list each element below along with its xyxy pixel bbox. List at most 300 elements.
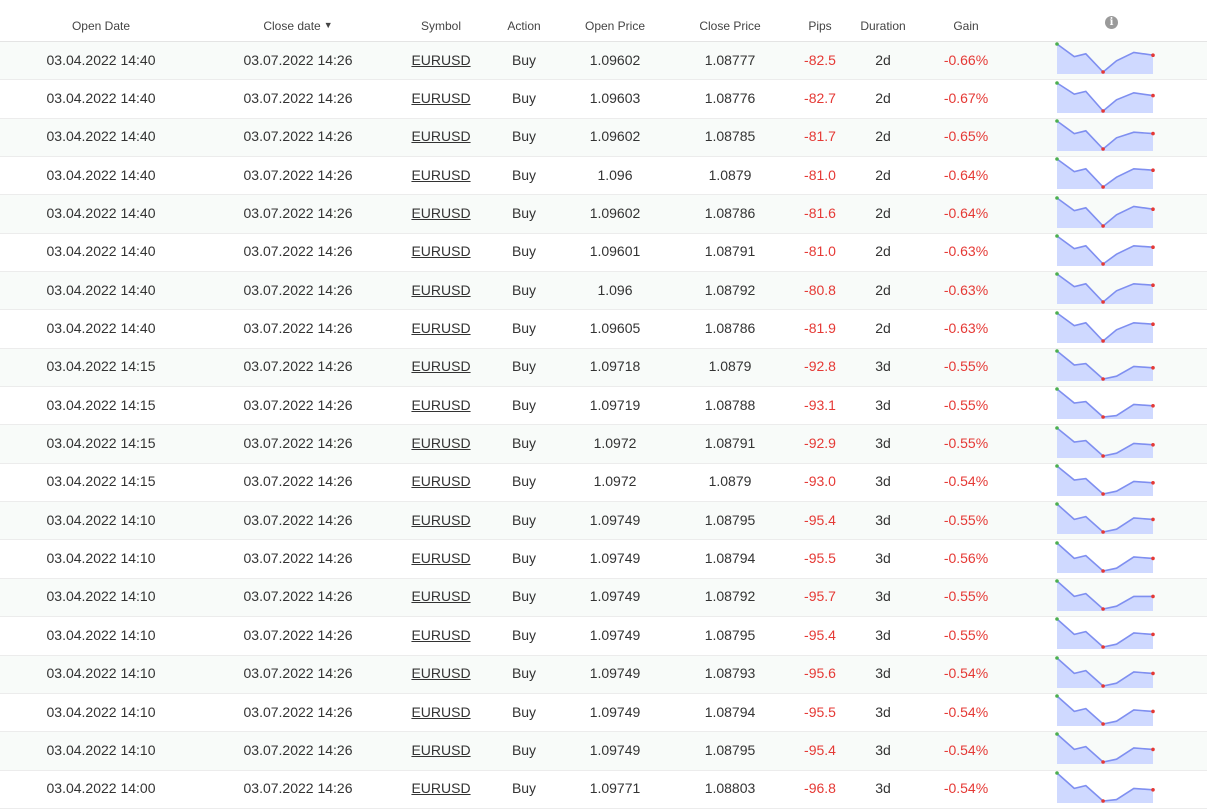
sparkline-chart — [1055, 234, 1155, 266]
sparkline-end-dot — [1151, 322, 1155, 326]
cell-open-price: 1.09749 — [589, 741, 641, 758]
cell-open-date: 03.04.2022 14:10 — [46, 511, 156, 528]
cell-action: Buy — [511, 396, 537, 413]
cell-duration: 3d — [875, 435, 891, 452]
sparkline-start-dot — [1055, 541, 1059, 545]
sparkline-chart — [1055, 196, 1155, 228]
cell-sparkline[interactable] — [1016, 771, 1207, 806]
sparkline-start-dot — [1055, 733, 1059, 737]
sparkline-start-dot — [1055, 502, 1059, 506]
header-gain[interactable]: Gain — [953, 18, 979, 33]
cell-pips: -92.9 — [804, 435, 836, 452]
cell-sparkline[interactable] — [1016, 541, 1207, 576]
cell-symbol — [394, 780, 488, 796]
table-row[interactable] — [0, 80, 1207, 118]
cell-open-price: 1.09718 — [589, 358, 641, 375]
cell-close-price: 1.08785 — [704, 128, 756, 145]
cell-open-date: 03.04.2022 14:10 — [46, 665, 156, 682]
cell-action: Buy — [511, 243, 537, 260]
symbol-link[interactable]: EURUSD — [411, 626, 471, 643]
sparkline-start-dot — [1055, 426, 1059, 430]
cell-action: Buy — [511, 703, 537, 720]
cell-duration: 3d — [875, 396, 891, 413]
cell-close-date: 03.07.2022 14:26 — [243, 51, 353, 68]
sparkline-end-dot — [1151, 556, 1155, 560]
cell-pips: -92.8 — [804, 358, 836, 375]
symbol-link[interactable]: EURUSD — [411, 396, 471, 413]
cell-open-date: 03.04.2022 14:40 — [46, 320, 156, 337]
cell-close-price: 1.08792 — [704, 588, 756, 605]
cell-gain: -0.54% — [943, 741, 989, 758]
cell-pips: -82.5 — [804, 51, 836, 68]
sparkline-start-dot — [1055, 234, 1059, 238]
sparkline-area — [1057, 159, 1153, 189]
cell-open-date: 03.04.2022 14:15 — [46, 358, 156, 375]
cell-gain: -0.54% — [943, 703, 989, 720]
sparkline-low-dot — [1101, 646, 1105, 650]
table-row[interactable] — [0, 157, 1207, 195]
sparkline-low-dot — [1101, 224, 1105, 228]
symbol-link[interactable]: EURUSD — [411, 550, 471, 567]
cell-pips: -96.8 — [804, 780, 836, 797]
cell-gain: -0.55% — [943, 588, 989, 605]
cell-open-price: 1.096 — [597, 281, 633, 298]
cell-open-price: 1.0972 — [593, 435, 637, 452]
cell-sparkline[interactable] — [1016, 119, 1207, 154]
sparkline-low-dot — [1101, 530, 1105, 534]
sparkline-chart — [1055, 656, 1155, 688]
cell-pips: -81.0 — [804, 166, 836, 183]
cell-close-price: 1.08795 — [704, 741, 756, 758]
cell-close-date: 03.07.2022 14:26 — [243, 588, 353, 605]
cell-sparkline[interactable] — [1016, 426, 1207, 461]
cell-close-price: 1.08776 — [704, 90, 756, 107]
header-open-date[interactable]: Open Date — [71, 18, 131, 33]
cell-pips: -95.7 — [804, 588, 836, 605]
cell-action: Buy — [511, 320, 537, 337]
cell-gain: -0.55% — [943, 626, 989, 643]
table-row[interactable] — [0, 771, 1207, 809]
cell-action: Buy — [511, 281, 537, 298]
cell-sparkline[interactable] — [1016, 579, 1207, 614]
cell-action: Buy — [511, 435, 537, 452]
sparkline-low-dot — [1101, 761, 1105, 765]
symbol-link[interactable]: EURUSD — [411, 281, 471, 298]
sparkline-low-dot — [1101, 185, 1105, 189]
cell-duration: 3d — [875, 511, 891, 528]
header-pips[interactable]: Pips — [808, 18, 832, 33]
cell-open-date: 03.04.2022 14:40 — [46, 243, 156, 260]
cell-pips: -95.6 — [804, 665, 836, 682]
cell-duration: 2d — [875, 320, 891, 337]
cell-gain: -0.64% — [943, 166, 989, 183]
cell-close-date: 03.07.2022 14:26 — [243, 741, 353, 758]
cell-close-price: 1.08794 — [704, 703, 756, 720]
sparkline-start-dot — [1055, 42, 1059, 46]
symbol-link[interactable]: EURUSD — [411, 435, 471, 452]
cell-open-price: 1.09771 — [589, 780, 641, 797]
header-duration[interactable]: Duration — [860, 18, 906, 33]
cell-close-price: 1.08793 — [704, 665, 756, 682]
sparkline-chart — [1055, 119, 1155, 151]
sparkline-end-dot — [1151, 710, 1155, 714]
table-row[interactable] — [0, 732, 1207, 770]
sparkline-low-dot — [1101, 262, 1105, 266]
sparkline-end-dot — [1151, 245, 1155, 249]
cell-symbol — [394, 512, 488, 528]
info-icon[interactable]: i — [1105, 16, 1118, 29]
cell-sparkline[interactable] — [1016, 694, 1207, 729]
cell-open-date: 03.04.2022 14:00 — [46, 780, 156, 797]
cell-open-price: 1.09749 — [589, 588, 641, 605]
cell-open-price: 1.09719 — [589, 396, 641, 413]
cell-action: Buy — [511, 205, 537, 222]
sparkline-end-dot — [1151, 518, 1155, 522]
cell-close-date: 03.07.2022 14:26 — [243, 205, 353, 222]
symbol-link[interactable]: EURUSD — [411, 588, 471, 605]
cell-open-date: 03.04.2022 14:10 — [46, 550, 156, 567]
cell-sparkline[interactable] — [1016, 311, 1207, 346]
cell-sparkline[interactable] — [1016, 81, 1207, 116]
cell-gain: -0.54% — [943, 780, 989, 797]
sparkline-chart — [1055, 771, 1155, 803]
sparkline-chart — [1055, 617, 1155, 649]
cell-action: Buy — [511, 358, 537, 375]
table-row[interactable] — [0, 349, 1207, 387]
cell-close-price: 1.0879 — [708, 358, 752, 375]
sparkline-start-dot — [1055, 196, 1059, 200]
cell-sparkline[interactable] — [1016, 272, 1207, 307]
sparkline-low-dot — [1101, 799, 1105, 803]
sparkline-start-dot — [1055, 157, 1059, 161]
cell-sparkline[interactable] — [1016, 656, 1207, 691]
table-row[interactable] — [0, 42, 1207, 80]
cell-symbol — [394, 550, 488, 566]
sparkline-end-dot — [1151, 404, 1155, 408]
cell-gain: -0.54% — [943, 473, 989, 490]
cell-duration: 2d — [875, 128, 891, 145]
symbol-link[interactable]: EURUSD — [411, 243, 471, 260]
cell-pips: -82.7 — [804, 90, 836, 107]
cell-gain: -0.55% — [943, 435, 989, 452]
cell-gain: -0.63% — [943, 320, 989, 337]
sparkline-start-dot — [1055, 464, 1059, 468]
cell-symbol — [394, 435, 488, 451]
cell-close-date: 03.07.2022 14:26 — [243, 90, 353, 107]
cell-action: Buy — [511, 166, 537, 183]
cell-close-date: 03.07.2022 14:26 — [243, 281, 353, 298]
cell-gain: -0.64% — [943, 205, 989, 222]
cell-close-date: 03.07.2022 14:26 — [243, 243, 353, 260]
cell-gain: -0.63% — [943, 243, 989, 260]
cell-pips: -80.8 — [804, 281, 836, 298]
sparkline-chart — [1055, 81, 1155, 113]
cell-symbol — [394, 473, 488, 489]
cell-duration: 3d — [875, 588, 891, 605]
header-action[interactable]: Action — [507, 18, 541, 33]
sparkline-chart — [1055, 694, 1155, 726]
cell-open-date: 03.04.2022 14:40 — [46, 51, 156, 68]
sparkline-start-dot — [1055, 771, 1059, 775]
cell-action: Buy — [511, 665, 537, 682]
sort-desc-icon: ▼ — [323, 19, 333, 30]
cell-pips: -95.4 — [804, 626, 836, 643]
cell-duration: 3d — [875, 358, 891, 375]
sparkline-end-dot — [1151, 481, 1155, 485]
cell-open-date: 03.04.2022 14:40 — [46, 281, 156, 298]
symbol-link[interactable]: EURUSD — [411, 358, 471, 375]
sparkline-end-dot — [1151, 366, 1155, 370]
sparkline-end-dot — [1151, 284, 1155, 288]
cell-action: Buy — [511, 511, 537, 528]
cell-sparkline[interactable] — [1016, 42, 1207, 77]
cell-close-price: 1.08791 — [704, 243, 756, 260]
symbol-link[interactable]: EURUSD — [411, 780, 471, 797]
sparkline-low-dot — [1101, 70, 1105, 74]
cell-pips: -81.0 — [804, 243, 836, 260]
cell-symbol — [394, 243, 488, 259]
cell-open-price: 1.09601 — [589, 243, 641, 260]
header-open-price[interactable]: Open Price — [584, 18, 646, 33]
table-row[interactable] — [0, 694, 1207, 732]
symbol-link[interactable]: EURUSD — [411, 51, 471, 68]
cell-close-date: 03.07.2022 14:26 — [243, 703, 353, 720]
cell-open-price: 1.09603 — [589, 90, 641, 107]
cell-open-price: 1.09605 — [589, 320, 641, 337]
cell-sparkline[interactable] — [1016, 387, 1207, 422]
cell-gain: -0.65% — [943, 128, 989, 145]
symbol-link[interactable]: EURUSD — [411, 703, 471, 720]
table-row[interactable] — [0, 579, 1207, 617]
cell-symbol — [394, 704, 488, 720]
symbol-link[interactable]: EURUSD — [411, 128, 471, 145]
cell-sparkline[interactable] — [1016, 464, 1207, 499]
sparkline-low-dot — [1101, 722, 1105, 726]
cell-duration: 3d — [875, 780, 891, 797]
cell-symbol — [394, 282, 488, 298]
symbol-link[interactable]: EURUSD — [411, 90, 471, 107]
sparkline-chart — [1055, 349, 1155, 381]
cell-pips: -95.4 — [804, 511, 836, 528]
table-row[interactable] — [0, 656, 1207, 694]
cell-open-price: 1.09602 — [589, 128, 641, 145]
cell-open-price: 1.09602 — [589, 205, 641, 222]
cell-duration: 3d — [875, 550, 891, 567]
cell-duration: 2d — [875, 166, 891, 183]
cell-open-date: 03.04.2022 14:10 — [46, 703, 156, 720]
cell-action: Buy — [511, 473, 537, 490]
cell-gain: -0.56% — [943, 550, 989, 567]
sparkline-end-dot — [1151, 169, 1155, 173]
cell-symbol — [394, 320, 488, 336]
table-row[interactable] — [0, 195, 1207, 233]
symbol-link[interactable]: EURUSD — [411, 205, 471, 222]
cell-close-price: 1.0879 — [708, 473, 752, 490]
sparkline-end-dot — [1151, 788, 1155, 792]
sparkline-start-dot — [1055, 81, 1059, 85]
table-row[interactable] — [0, 502, 1207, 540]
cell-close-date: 03.07.2022 14:26 — [243, 128, 353, 145]
cell-duration: 2d — [875, 51, 891, 68]
cell-open-date: 03.04.2022 14:40 — [46, 128, 156, 145]
sparkline-end-dot — [1151, 633, 1155, 637]
header-info[interactable] — [1016, 8, 1207, 33]
header-close-price[interactable]: Close Price — [699, 18, 761, 33]
sparkline-start-dot — [1055, 311, 1059, 315]
cell-open-price: 1.09749 — [589, 626, 641, 643]
sparkline-start-dot — [1055, 119, 1059, 123]
cell-action: Buy — [511, 128, 537, 145]
sparkline-low-dot — [1101, 492, 1105, 496]
table-row[interactable] — [0, 425, 1207, 463]
symbol-link[interactable]: EURUSD — [411, 741, 471, 758]
header-close-date[interactable] — [202, 9, 394, 33]
sparkline-chart — [1055, 157, 1155, 189]
sparkline-end-dot — [1151, 54, 1155, 58]
cell-close-price: 1.08794 — [704, 550, 756, 567]
cell-close-price: 1.08786 — [704, 205, 756, 222]
cell-pips: -95.5 — [804, 703, 836, 720]
cell-symbol — [394, 742, 488, 758]
cell-open-price: 1.09749 — [589, 703, 641, 720]
cell-pips: -81.9 — [804, 320, 836, 337]
cell-symbol — [394, 52, 488, 68]
table-row[interactable] — [0, 119, 1207, 157]
sparkline-start-dot — [1055, 618, 1059, 622]
cell-action: Buy — [511, 626, 537, 643]
sparkline-end-dot — [1151, 132, 1155, 136]
sparkline-low-dot — [1101, 607, 1105, 611]
table-row[interactable] — [0, 464, 1207, 502]
sparkline-end-dot — [1151, 748, 1155, 752]
cell-symbol — [394, 128, 488, 144]
cell-pips: -81.6 — [804, 205, 836, 222]
sparkline-low-dot — [1101, 569, 1105, 573]
cell-open-date: 03.04.2022 14:40 — [46, 205, 156, 222]
symbol-link[interactable]: EURUSD — [411, 166, 471, 183]
cell-close-date: 03.07.2022 14:26 — [243, 626, 353, 643]
cell-sparkline[interactable] — [1016, 157, 1207, 192]
sparkline-end-dot — [1151, 207, 1155, 211]
sparkline-low-dot — [1101, 454, 1105, 458]
symbol-link[interactable]: EURUSD — [411, 665, 471, 682]
cell-open-date: 03.04.2022 14:15 — [46, 435, 156, 452]
cell-close-date: 03.07.2022 14:26 — [243, 473, 353, 490]
cell-open-date: 03.04.2022 14:40 — [46, 166, 156, 183]
header-close-date-label: Close date — [263, 18, 321, 33]
table-row[interactable] — [0, 540, 1207, 578]
cell-symbol — [394, 627, 488, 643]
sparkline-start-dot — [1055, 656, 1059, 660]
cell-symbol — [394, 588, 488, 604]
cell-gain: -0.55% — [943, 358, 989, 375]
cell-symbol — [394, 205, 488, 221]
cell-open-date: 03.04.2022 14:10 — [46, 741, 156, 758]
cell-close-price: 1.08791 — [704, 435, 756, 452]
cell-gain: -0.66% — [943, 51, 989, 68]
table-row[interactable] — [0, 234, 1207, 272]
cell-sparkline[interactable] — [1016, 732, 1207, 767]
cell-duration: 3d — [875, 703, 891, 720]
cell-open-price: 1.09749 — [589, 511, 641, 528]
cell-open-price: 1.09749 — [589, 550, 641, 567]
cell-close-date: 03.07.2022 14:26 — [243, 550, 353, 567]
cell-duration: 2d — [875, 205, 891, 222]
cell-close-date: 03.07.2022 14:26 — [243, 665, 353, 682]
sparkline-chart — [1055, 502, 1155, 534]
table-row[interactable] — [0, 617, 1207, 655]
cell-close-date: 03.07.2022 14:26 — [243, 435, 353, 452]
symbol-link[interactable]: EURUSD — [411, 511, 471, 528]
cell-close-price: 1.08788 — [704, 396, 756, 413]
sparkline-start-dot — [1055, 694, 1059, 698]
cell-open-price: 1.09749 — [589, 665, 641, 682]
symbol-link[interactable]: EURUSD — [411, 473, 471, 490]
cell-action: Buy — [511, 741, 537, 758]
table-row[interactable] — [0, 310, 1207, 348]
sparkline-chart — [1055, 579, 1155, 611]
cell-gain: -0.67% — [943, 90, 989, 107]
cell-duration: 2d — [875, 281, 891, 298]
cell-close-date: 03.07.2022 14:26 — [243, 358, 353, 375]
cell-close-price: 1.08777 — [704, 51, 756, 68]
cell-symbol — [394, 665, 488, 681]
sparkline-end-dot — [1151, 671, 1155, 675]
table-header — [0, 0, 1207, 42]
cell-close-date: 03.07.2022 14:26 — [243, 780, 353, 797]
cell-close-price: 1.08786 — [704, 320, 756, 337]
cell-close-date: 03.07.2022 14:26 — [243, 320, 353, 337]
cell-action: Buy — [511, 550, 537, 567]
sparkline-low-dot — [1101, 377, 1105, 381]
cell-gain: -0.55% — [943, 511, 989, 528]
cell-sparkline[interactable] — [1016, 617, 1207, 652]
cell-duration: 2d — [875, 90, 891, 107]
sparkline-end-dot — [1151, 93, 1155, 97]
cell-pips: -95.4 — [804, 741, 836, 758]
cell-sparkline[interactable] — [1016, 234, 1207, 269]
sparkline-low-dot — [1101, 300, 1105, 304]
cell-gain: -0.54% — [943, 665, 989, 682]
cell-pips: -95.5 — [804, 550, 836, 567]
symbol-link[interactable]: EURUSD — [411, 320, 471, 337]
cell-open-date: 03.04.2022 14:10 — [46, 588, 156, 605]
cell-close-price: 1.0879 — [708, 166, 752, 183]
cell-action: Buy — [511, 588, 537, 605]
header-symbol[interactable]: Symbol — [420, 18, 461, 33]
table-row[interactable] — [0, 272, 1207, 310]
cell-duration: 3d — [875, 473, 891, 490]
cell-open-date: 03.04.2022 14:10 — [46, 626, 156, 643]
sparkline-chart — [1055, 732, 1155, 764]
cell-open-date: 03.04.2022 14:15 — [46, 396, 156, 413]
cell-sparkline[interactable] — [1016, 196, 1207, 231]
sparkline-chart — [1055, 541, 1155, 573]
cell-action: Buy — [511, 90, 537, 107]
cell-close-price: 1.08795 — [704, 626, 756, 643]
cell-sparkline[interactable] — [1016, 349, 1207, 384]
cell-close-date: 03.07.2022 14:26 — [243, 511, 353, 528]
cell-pips: -93.1 — [804, 396, 836, 413]
cell-pips: -93.0 — [804, 473, 836, 490]
sparkline-end-dot — [1151, 443, 1155, 447]
cell-close-date: 03.07.2022 14:26 — [243, 396, 353, 413]
cell-duration: 3d — [875, 626, 891, 643]
cell-sparkline[interactable] — [1016, 502, 1207, 537]
table-row[interactable] — [0, 387, 1207, 425]
sparkline-chart — [1055, 464, 1155, 496]
sparkline-low-dot — [1101, 684, 1105, 688]
